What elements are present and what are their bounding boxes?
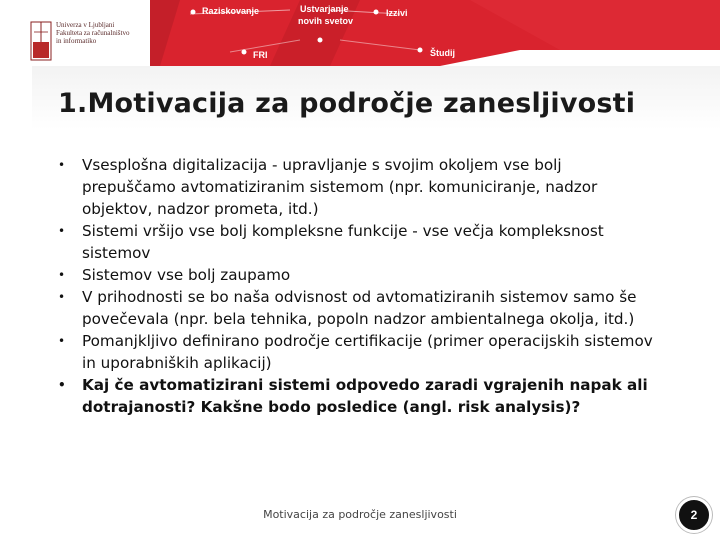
bullet-dot: •: [58, 378, 66, 392]
logo-line-university: Univerza v Ljubljani: [56, 21, 115, 29]
bullet-text: Vsesplošna digitalizacija - upravljanje s svojim okoljem vse bolj prepuščamo avtomatiziranim sistemom (npr. komuniciranje, nadzor objektov, nadzor prometa, itd.): [82, 156, 598, 218]
bullet-item: [58, 154, 658, 220]
bullet-item: [58, 264, 658, 286]
logo-line-faculty: Fakulteta za računalništvo: [56, 29, 130, 37]
university-logo[interactable]: [28, 16, 138, 64]
nav-ustvarjanje[interactable]: Ustvarjanje: [300, 4, 349, 14]
bullet-text: Sistemov vse bolj zaupamo: [82, 266, 291, 284]
bullet-item: [58, 220, 658, 264]
bullet-dot: •: [58, 290, 66, 304]
nav-raziskovanje[interactable]: Raziskovanje: [202, 6, 260, 16]
slide-header: [0, 0, 720, 66]
bullet-text: V prihodnosti se bo naša odvisnost od avtomatiziranih sistemov samo še povečevala (npr. bela tehnika, popoln nadzor ambientalnega okolja, itd.): [82, 288, 637, 328]
bullet-dot: •: [58, 268, 66, 282]
university-emblem-icon: [28, 16, 54, 64]
bullet-dot: •: [58, 158, 66, 172]
page-number-badge: 2: [676, 497, 712, 533]
nav-novih-svetov[interactable]: novih svetov: [298, 16, 354, 26]
footer-title: Motivacija za področje zanesljivosti: [263, 508, 457, 521]
bullet-text: Kaj če avtomatizirani sistemi odpovedo zaradi vgrajenih napak ali dotrajanosti? Kakšne bodo posledice (angl. risk analysis)?: [82, 376, 648, 416]
logo-text: [56, 21, 129, 45]
bullet-dot: •: [58, 224, 66, 238]
bullet-list: [58, 154, 658, 418]
logo-line-informatics: in informatiko: [56, 37, 97, 45]
nav-studij[interactable]: Študij: [430, 48, 455, 58]
bullet-text: Sistemi vršijo vse bolj kompleksne funkcije - vse večja kompleksnost sistemov: [82, 222, 604, 262]
slide-title: 1.Motivacija za področje zanesljivosti: [58, 88, 636, 119]
bullet-dot: •: [58, 334, 66, 348]
nav-fri[interactable]: FRI: [253, 50, 268, 60]
nav-izzivi[interactable]: Izzivi: [386, 8, 408, 18]
bullet-item: [58, 330, 658, 374]
bullet-text: Pomanjkljivo definirano področje certifikacije (primer operacijskih sistemov in uporabniških aplikacij): [82, 332, 653, 372]
bullet-item: [58, 286, 658, 330]
bullet-item-emphasized: [58, 374, 658, 418]
